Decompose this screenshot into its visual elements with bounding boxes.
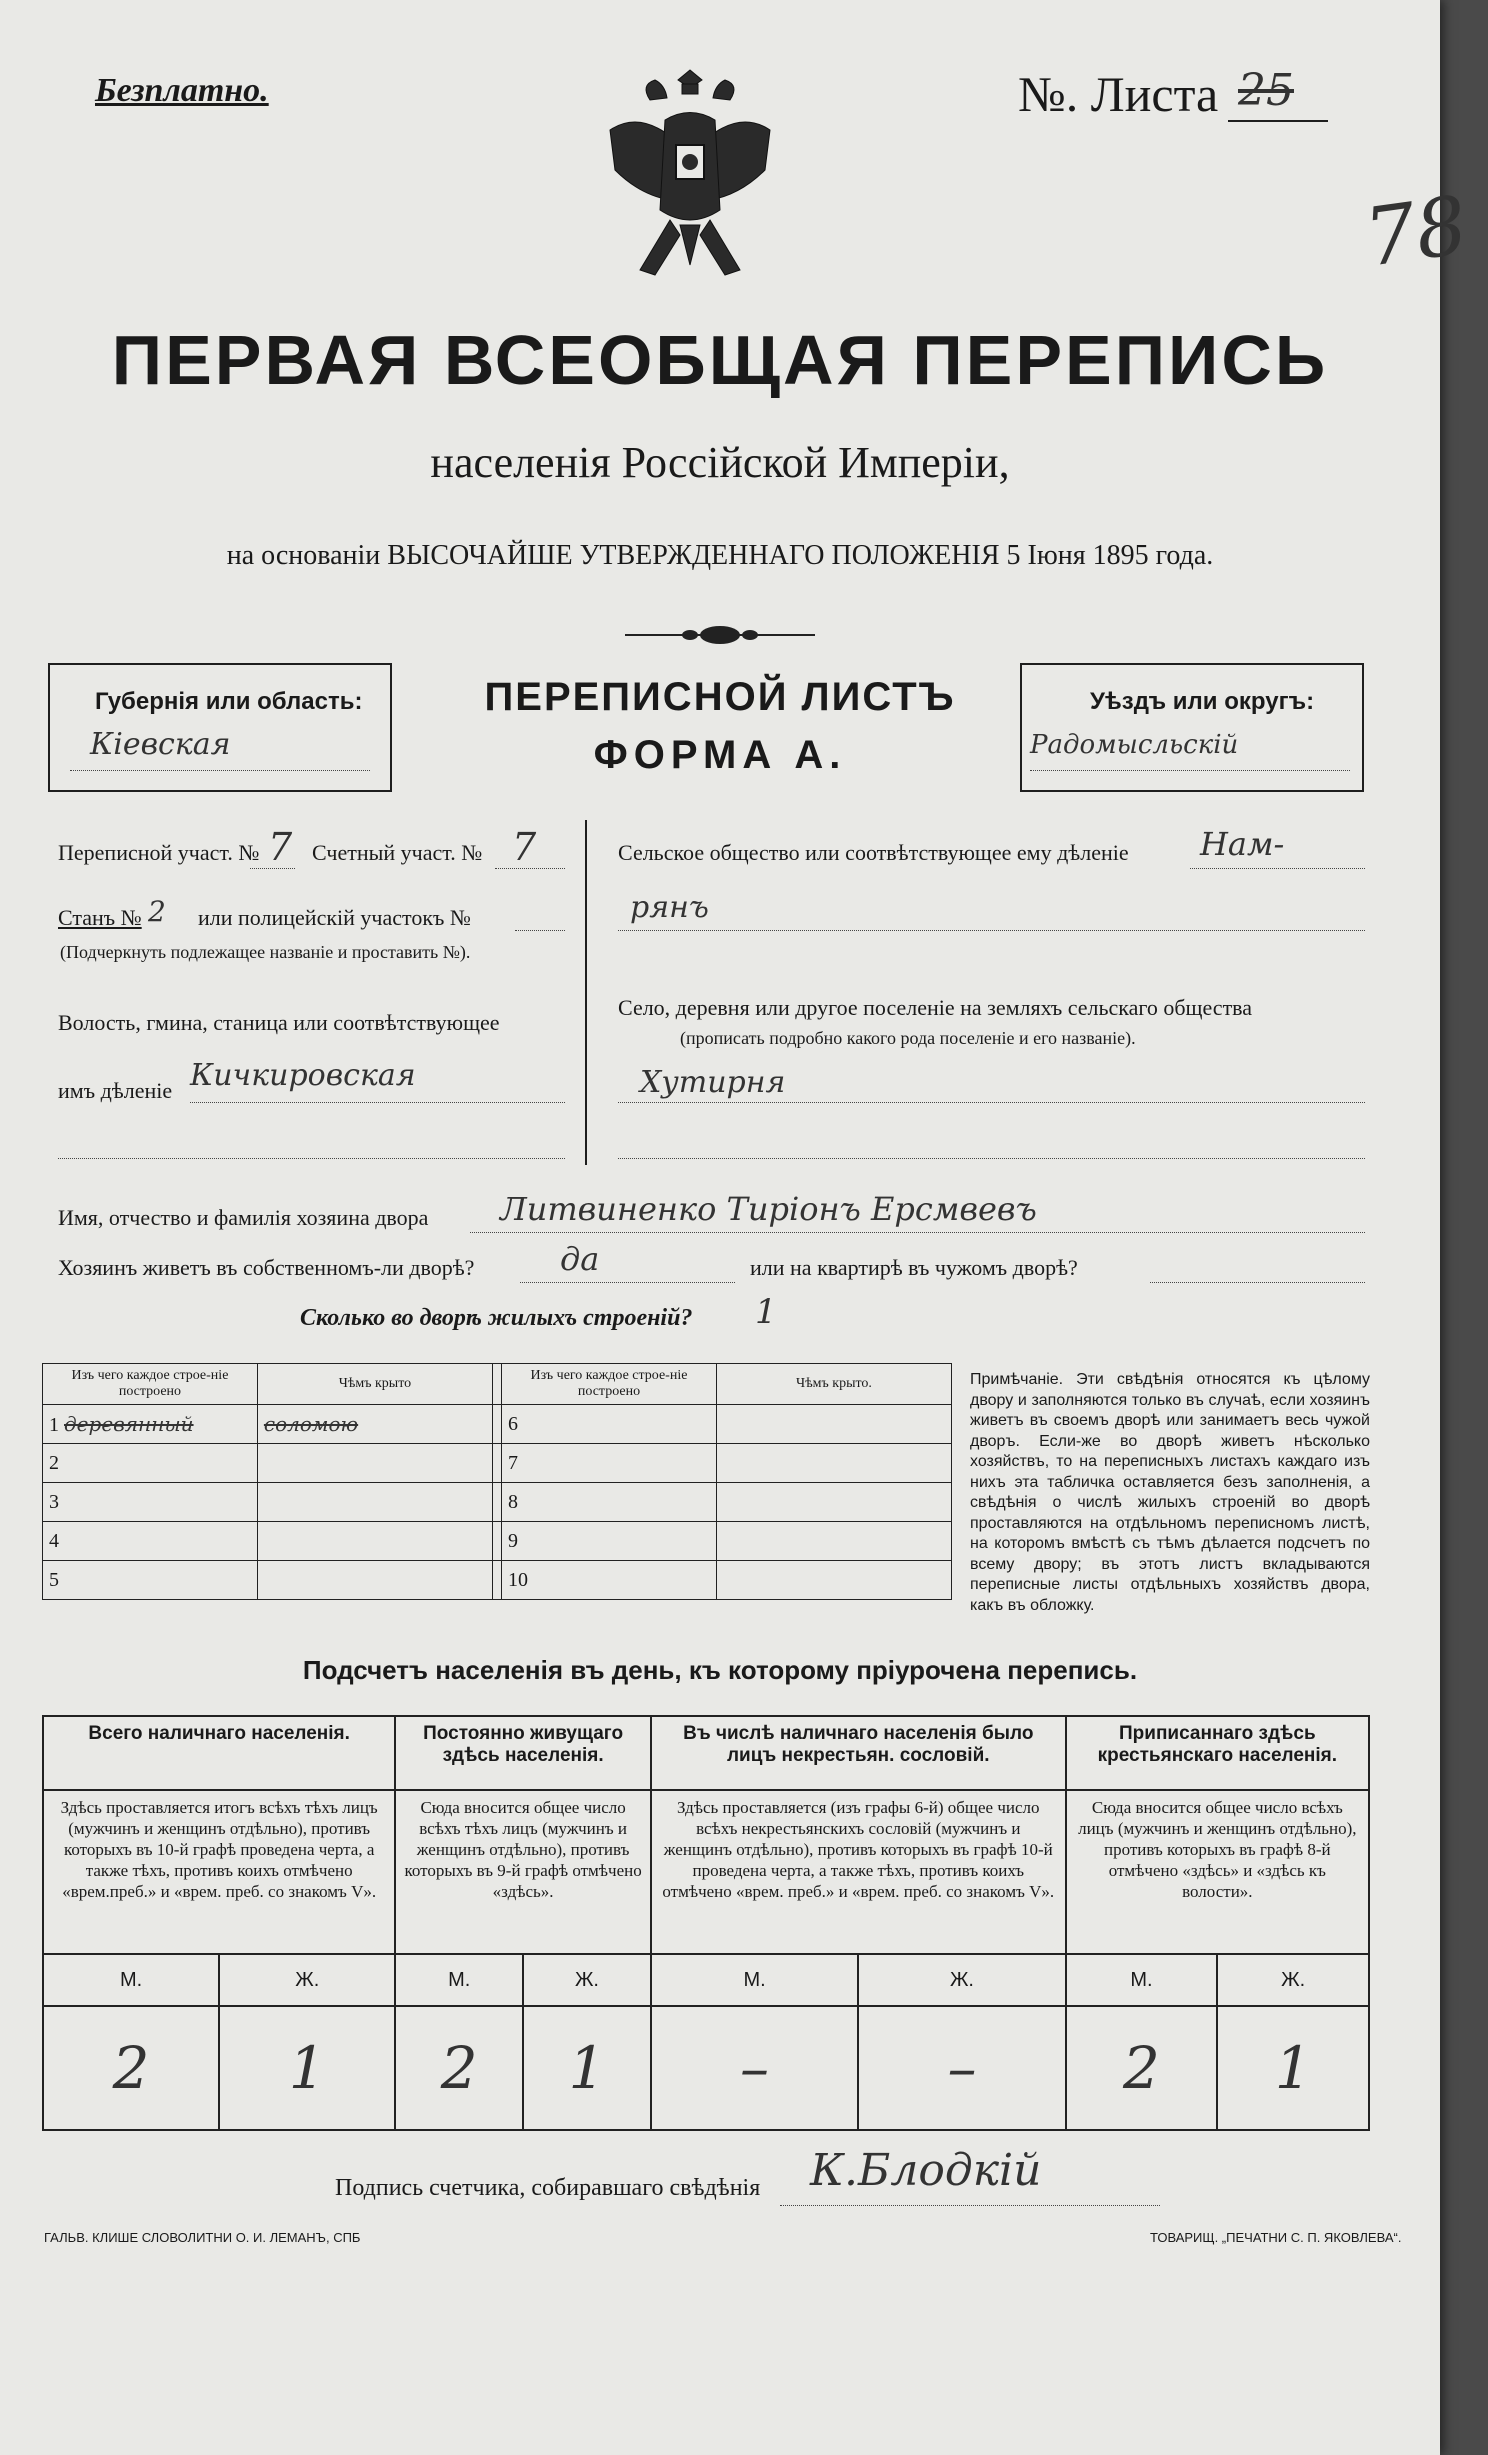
registered-female-value: 1: [1217, 2006, 1369, 2130]
note-text: Примѣчаніе. Эти свѣдѣнія относятся къ цѣлому двору и заполняются только въ случаѣ, если хозяинъ живетъ въ своемъ дворѣ или занимаетъ весь чужой дворъ. Если-же во дворѣ живетъ нѣсколько хозяйствъ, то на переписныхъ листахъ каждаго изъ нихъ эта табличка оставляется безъ заполненія, а свѣдѣнія о числѣ жилыхъ строеній во дворѣ проставляются на отдѣльномъ переписномъ листѣ, на которомъ вмѣстѣ съ тѣмъ дѣлается подсчетъ по всему двору; въ этотъ листъ вкладываются переписные листы отдѣльныхъ хозяйствъ двора, какъ въ обложку.: [970, 1371, 1370, 1614]
permanent-female-value: 1: [523, 2006, 651, 2130]
sheet-number-label: №. Листа: [1018, 66, 1219, 122]
village-line: [618, 1102, 1365, 1103]
double-headed-eagle-emblem: [590, 60, 790, 300]
male-label: М.: [43, 1954, 219, 2006]
volost-label-2: имъ дѣленіе: [58, 1078, 173, 1103]
volost-label: Волость, гмина, станица или соотвѣтствующее: [58, 1010, 500, 1035]
police-line: [515, 930, 565, 931]
stan-value: 2: [148, 895, 166, 928]
own-yard-label: Хозяинъ живетъ въ собственномъ-ли дворѣ?: [58, 1255, 475, 1280]
volost-line: [190, 1102, 565, 1103]
form-title: ПЕРЕПИСНОЙ ЛИСТЪ: [484, 675, 956, 719]
population-header-registered: Приписаннаго здѣсь крестьянскаго населенія.: [1066, 1716, 1369, 1790]
society-value: Нам-: [1200, 825, 1285, 863]
legal-basis-line: на основаніи ВЫСОЧАЙШЕ УТВЕРЖДЕННАГО ПОЛОЖЕНІЯ 5 Іюня 1895 года.: [226, 540, 1214, 571]
underline-note: (Подчеркнуть подлежащее названіе и проставить №).: [60, 942, 471, 962]
rent-label: или на квартирѣ въ чужомъ дворѣ?: [750, 1255, 1078, 1280]
buildings-table: [42, 1363, 952, 1600]
society-value-2: рянъ: [630, 890, 709, 925]
buildings-col-material: Изъ чего каждое строе-ніе построено: [43, 1364, 258, 1405]
total-male-value: 2: [43, 2006, 219, 2130]
rent-line: [1150, 1282, 1365, 1283]
female-label: Ж.: [523, 1954, 651, 2006]
table-row: 3 8: [43, 1483, 952, 1522]
column-divider: [585, 820, 587, 1165]
table-row: 1 деревянный соломою 6: [43, 1405, 952, 1444]
buildings-count-value: 1: [755, 1292, 777, 1332]
signature-line: [780, 2205, 1160, 2206]
female-label: Ж.: [219, 1954, 395, 2006]
margin-number: 78: [1359, 178, 1473, 285]
table-row: 2 7: [43, 1444, 952, 1483]
own-yard-line: [520, 1282, 735, 1283]
population-header-non-peasant: Въ числѣ наличнаго населенія было лицъ некрестьян. сословій.: [651, 1716, 1066, 1790]
counting-section-value: 7: [512, 825, 537, 869]
owner-name-line: [470, 1232, 1365, 1233]
female-label: Ж.: [858, 1954, 1065, 2006]
district-label: Уѣздъ или округъ:: [1090, 688, 1315, 715]
police-label: или полицейскій участокъ №: [198, 905, 471, 930]
registered-male-value: 2: [1066, 2006, 1218, 2130]
free-label: Безплатно.: [95, 72, 269, 109]
census-section-line: [250, 868, 295, 869]
census-section-value: 7: [268, 825, 293, 869]
signature-value: К.Блодкій: [810, 2145, 1042, 2196]
volost-line-2: [58, 1158, 565, 1159]
volost-value: Кичкировская: [190, 1058, 416, 1093]
sheet-number-value: 25: [1238, 65, 1294, 116]
village-line-2: [618, 1158, 1365, 1159]
stan-label: Станъ №: [58, 905, 142, 930]
permanent-male-value: 2: [395, 2006, 523, 2130]
population-desc-permanent: Сюда вносится общее число всѣхъ тѣхъ лицъ (мужчинъ и женщинъ отдѣльно), противъ которыхъ въ 9-й графѣ отмѣчено «здѣсь».: [395, 1790, 651, 1954]
buildings-col-roof-2: Чѣмъ крыто.: [716, 1364, 951, 1405]
district-value: Радомысльскій: [1030, 730, 1239, 760]
male-label: М.: [395, 1954, 523, 2006]
buildings-count-label: Сколько во дворѣ жилыхъ строеній?: [300, 1305, 693, 1331]
form-subtitle: ФОРМА А.: [593, 733, 847, 777]
document-subtitle: населенія Россійской Имперіи,: [430, 438, 1010, 487]
population-header-permanent: Постоянно живущаго здѣсь населенія.: [395, 1716, 651, 1790]
province-value: Кіевская: [90, 727, 231, 762]
population-header-total: Всего наличнаго населенія.: [43, 1716, 395, 1790]
male-label: М.: [1066, 1954, 1218, 2006]
owner-name-value: Литвиненко Тиріонъ Ерсмвевъ: [500, 1190, 1037, 1228]
footer-left: ГАЛЬВ. КЛИШЕ СЛОВОЛИТНИ О. И. ЛЕМАНЪ, СПБ: [44, 2230, 361, 2245]
signature-label: Подпись счетчика, собиравшаго свѣдѣнія: [335, 2175, 761, 2201]
document-title: ПЕРВАЯ ВСЕОБЩАЯ ПЕРЕПИСЬ: [111, 321, 1329, 399]
population-title: Подсчетъ населенія въ день, къ которому пріурочена перепись.: [302, 1655, 1138, 1685]
non-peasant-male-value: –: [651, 2006, 858, 2130]
village-value: Хутирня: [640, 1065, 786, 1100]
total-female-value: 1: [219, 2006, 395, 2130]
table-row: 4 9: [43, 1522, 952, 1561]
footer-right: ТОВАРИЩ. „ПЕЧАТНИ С. П. ЯКОВЛЕВА“.: [1150, 2230, 1402, 2245]
village-label: Село, деревня или другое поселеніе на земляхъ сельскаго общества: [618, 995, 1253, 1020]
society-line-2: [618, 930, 1365, 931]
population-table: [42, 1715, 1370, 2131]
population-desc-registered: Сюда вносится общее число всѣхъ лицъ (мужчинъ и женщинъ отдѣльно), противъ которыхъ въ графѣ 8-й отмѣчено «здѣсь» и «здѣсь къ волости».: [1066, 1790, 1369, 1954]
sheet-number-underline: [1228, 120, 1328, 122]
table-row: 5 10: [43, 1561, 952, 1600]
society-line: [1190, 868, 1365, 869]
counting-section-line: [495, 868, 565, 869]
village-note: (прописать подробно какого рода поселеніе и его названіе).: [680, 1028, 1136, 1048]
male-label: М.: [651, 1954, 858, 2006]
own-yard-value: да: [560, 1240, 600, 1278]
population-desc-non-peasant: Здѣсь проставляется (изъ графы 6-й) общее число всѣхъ некрестьянскихъ сословій (мужчинъ и женщинъ отдѣльно), противъ которыхъ въ графѣ 10-й проведена черта, а также тѣхъ, противъ коихъ отмѣчено «врем. преб.» и «врем. преб. со знакомъ V».: [651, 1790, 1066, 1954]
district-box: [1020, 663, 1364, 792]
province-line: [70, 770, 370, 771]
buildings-col-material-2: Изъ чего каждое строе-ніе построено: [502, 1364, 717, 1405]
society-label: Сельское общество или соотвѣтствующее ему дѣленіе: [618, 840, 1129, 865]
female-label: Ж.: [1217, 1954, 1369, 2006]
counting-section-label: Счетный участ. №: [312, 840, 483, 865]
census-section-label: Переписной участ. №: [58, 840, 260, 865]
owner-name-label: Имя, отчество и фамилія хозяина двора: [58, 1205, 429, 1230]
ornament-divider: [625, 620, 815, 650]
province-label: Губернія или область:: [95, 688, 363, 715]
district-line: [1030, 770, 1350, 771]
buildings-col-roof: Чѣмъ крыто: [257, 1364, 492, 1405]
non-peasant-female-value: –: [858, 2006, 1065, 2130]
population-desc-total: Здѣсь проставляется итогъ всѣхъ тѣхъ лицъ (мужчинъ и женщинъ отдѣльно), противъ которыхъ въ 10-й графѣ проведена черта, а также тѣхъ, противъ коихъ отмѣчено «врем.преб.» и «врем. преб. со знакомъ V».: [43, 1790, 395, 1954]
